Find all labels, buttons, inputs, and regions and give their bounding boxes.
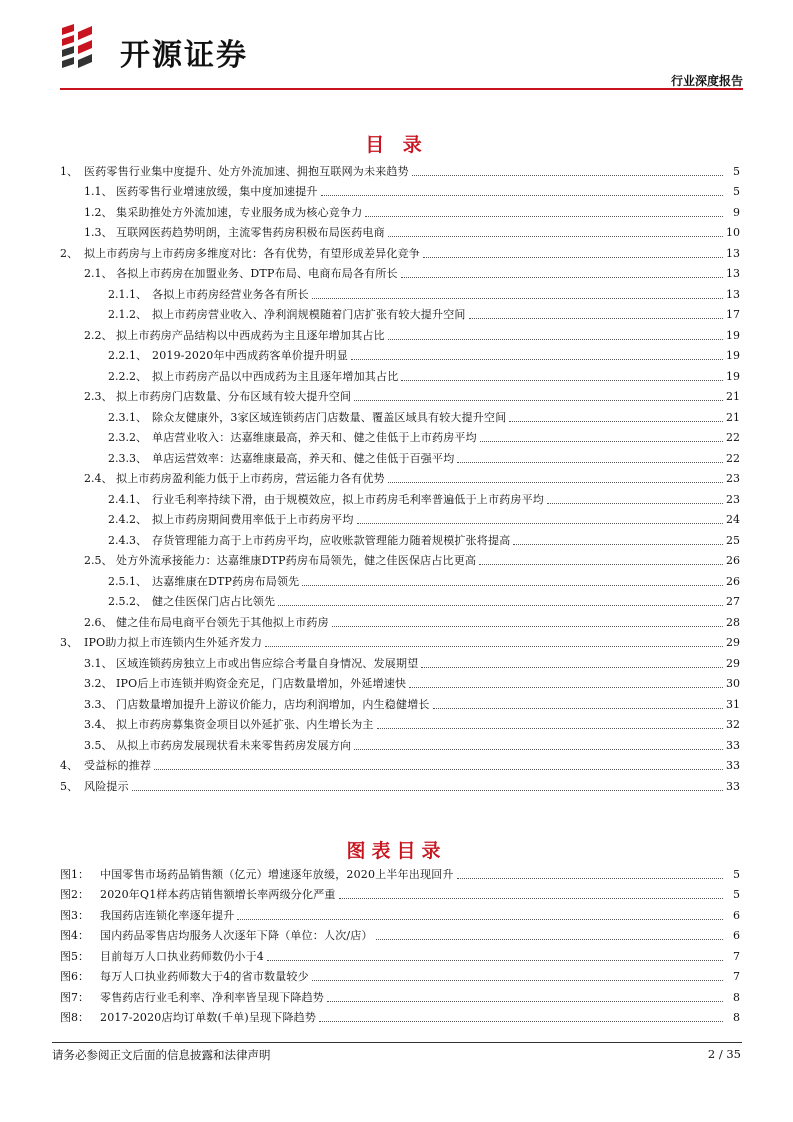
toc-entry-page: 32 [726, 718, 740, 731]
toc-entry-page: 29 [726, 656, 740, 670]
toc-entry[interactable] [60, 712, 740, 733]
toc-entry[interactable] [60, 671, 740, 692]
figure-entry-leader [339, 898, 723, 899]
toc-entry-leader [388, 482, 723, 483]
toc-entry-title: 区域连锁药房独立上市或出售应综合考量自身情况、发展期望 [116, 656, 419, 670]
toc-entry[interactable] [60, 322, 740, 343]
toc-entry-leader [354, 749, 723, 750]
toc-entry[interactable] [60, 281, 740, 302]
toc-entry-title: 存货管理能力高于上市药房平均，应收账款管理能力随着规模扩张将提高 [152, 533, 511, 547]
toc-entry-page: 22 [726, 431, 740, 444]
toc-entry-leader [321, 195, 723, 196]
toc-entry-title: 拟上市药房募集资金项目以外延扩张、内生增长为主 [116, 718, 374, 731]
toc-entry-number: 3.1、 [84, 656, 113, 670]
toc-entry[interactable] [60, 609, 740, 630]
kaiyuan-logo-icon [60, 22, 108, 70]
figure-entry-number: 图4： [60, 929, 89, 942]
toc-entry[interactable] [60, 220, 740, 241]
toc-entry-page: 33 [726, 759, 740, 772]
figure-entry-title: 中国零售市场药品销售额（亿元）增速逐年放缓，2020上半年出现回升 [100, 867, 454, 881]
toc-entry-leader [351, 359, 723, 360]
figure-entry-title: 目前每万人口执业药师数仍小于4 [100, 949, 264, 963]
toc-entry-page: 10 [726, 226, 740, 239]
toc-entry-number: 3.2、 [84, 677, 113, 690]
toc-entry-leader [365, 216, 723, 217]
toc-entry-number: 2.1.2、 [108, 308, 147, 321]
toc-entry-number: 2.2、 [84, 328, 113, 342]
toc-entry-title: 单店营业收入：达嘉维康最高，养天和、健之佳低于上市药房平均 [152, 431, 477, 444]
toc-entry-title: 医药零售行业增速放缓，集中度加速提升 [116, 185, 318, 198]
toc-entry-page: 33 [726, 779, 740, 793]
toc-list [60, 158, 740, 794]
toc-entry-leader [480, 441, 723, 442]
figure-entry-leader [319, 1021, 723, 1022]
toc-entry-page: 19 [726, 328, 740, 342]
toc-entry-leader [423, 257, 723, 258]
figure-entry[interactable] [60, 943, 740, 964]
toc-entry-page: 21 [726, 410, 740, 424]
toc-entry[interactable] [60, 753, 740, 774]
toc-entry-leader [388, 339, 723, 340]
figure-entry-page: 6 [733, 908, 740, 922]
toc-entry[interactable] [60, 363, 740, 384]
toc-entry[interactable] [60, 630, 740, 651]
toc-entry-leader [457, 462, 723, 463]
toc-entry-page: 5 [733, 164, 740, 178]
toc-entry-page: 26 [726, 554, 740, 567]
toc-entry-title: 拟上市药房期间费用率低于上市药房平均 [152, 513, 354, 526]
toc-entry-number: 2.2.1、 [108, 349, 147, 362]
toc-entry[interactable] [60, 589, 740, 610]
toc-entry-page: 27 [726, 595, 740, 608]
toc-entry-leader [509, 421, 723, 422]
figure-entry-leader [267, 960, 723, 961]
toc-entry[interactable] [60, 548, 740, 569]
figure-entry-number: 图2： [60, 888, 89, 901]
toc-entry-page: 28 [726, 615, 740, 629]
toc-entry[interactable] [60, 404, 740, 425]
toc-entry-leader [479, 564, 723, 565]
toc-entry-leader [433, 708, 723, 709]
figure-entry[interactable] [60, 861, 740, 882]
toc-entry-number: 3.3、 [84, 697, 113, 711]
figure-entry-number: 图6： [60, 970, 89, 983]
figure-entry-leader [312, 980, 723, 981]
toc-entry-title: IPO后上市连锁并购资金充足，门店数量增加，外延增速快 [116, 677, 407, 690]
toc-entry-number: 2.3.2、 [108, 431, 147, 444]
toc-entry-leader [409, 687, 723, 688]
toc-entry-page: 17 [726, 308, 740, 321]
figure-entry-title: 国内药品零售店均服务人次逐年下降（单位：人次/店） [100, 929, 373, 942]
toc-entry-page: 24 [726, 513, 740, 526]
toc-entry-number: 5、 [60, 779, 78, 793]
figure-entry-title: 我国药店连锁化率逐年提升 [100, 908, 235, 922]
figure-entry-leader [457, 878, 723, 879]
toc-heading: 目 录 [365, 134, 428, 156]
toc-entry-leader [513, 544, 723, 545]
toc-entry-page: 33 [726, 738, 740, 752]
toc-entry[interactable] [60, 445, 740, 466]
toc-entry-title: 集采助推处方外流加速，专业服务成为核心竞争力 [116, 205, 363, 219]
toc-entry-number: 4、 [60, 759, 78, 772]
toc-entry-number: 2.6、 [84, 615, 113, 629]
toc-entry-title: 互联网医药趋势明朗，主流零售药房积极布局医药电商 [116, 226, 385, 239]
toc-entry-leader [278, 605, 723, 606]
toc-entry-title: 2019-2020年中西成药客单价提升明显 [152, 349, 348, 362]
figure-entry-title: 每万人口执业药师数大于4的省市数量较少 [100, 970, 309, 983]
toc-entry-number: 2.5、 [84, 554, 113, 567]
toc-entry-title: 拟上市药房盈利能力低于上市药房，营运能力各有优势 [116, 472, 385, 485]
toc-entry-title: 拟上市药房产品结构以中西成药为主且逐年增加其占比 [116, 328, 385, 342]
toc-entry-number: 3.5、 [84, 738, 113, 752]
figure-entry[interactable] [60, 902, 740, 923]
toc-entry[interactable] [60, 732, 740, 753]
toc-entry[interactable] [60, 179, 740, 200]
figure-entry[interactable] [60, 984, 740, 1005]
toc-entry-title: 拟上市药房营业收入、净利润规模随着门店扩张有较大提升空间 [152, 308, 466, 321]
toc-entry-number: 3.4、 [84, 718, 113, 731]
toc-entry-number: 2.3.1、 [108, 410, 147, 424]
toc-entry-title: 各拟上市药房在加盟业务、DTP布局、电商布局各有所长 [116, 267, 398, 280]
toc-entry-title: 风险提示 [84, 779, 129, 793]
toc-entry[interactable] [60, 691, 740, 712]
toc-entry[interactable] [60, 773, 740, 794]
figure-entry-leader [376, 939, 723, 940]
report-type: 行业深度报告 [670, 74, 743, 88]
toc-entry-title: 拟上市药房与上市药房多维度对比：各有优势，有望形成差异化竞争 [84, 246, 420, 260]
toc-entry-page: 23 [726, 492, 740, 506]
toc-entry-number: 1.1、 [84, 185, 113, 198]
toc-entry-leader [357, 523, 723, 524]
toc-entry[interactable] [60, 507, 740, 528]
toc-entry-leader [302, 585, 723, 586]
toc-entry-page: 19 [726, 349, 740, 362]
toc-entry-leader [412, 175, 723, 176]
toc-entry-page: 31 [726, 697, 740, 711]
toc-entry-number: 1.2、 [84, 205, 113, 219]
toc-entry-title: 医药零售行业集中度提升、处方外流加速、拥抱互联网为未来趋势 [84, 164, 409, 178]
toc-entry-page: 25 [726, 533, 740, 547]
figure-entry-page: 5 [733, 888, 740, 901]
toc-entry[interactable] [60, 425, 740, 446]
toc-entry-page: 29 [726, 636, 740, 649]
toc-entry-number: 2.5.2、 [108, 595, 147, 608]
toc-entry-leader [132, 790, 723, 791]
toc-entry-leader [265, 646, 723, 647]
figure-entry-page: 7 [733, 970, 740, 983]
toc-entry-leader [401, 277, 723, 278]
figure-entry-number: 图5： [60, 949, 89, 963]
toc-entry-leader [547, 503, 723, 504]
figure-entry-title: 零售药店行业毛利率、净利率皆呈现下降趋势 [100, 990, 324, 1004]
toc-entry-number: 2.4.3、 [108, 533, 147, 547]
toc-entry-title: 单店运营效率：达嘉维康最高，养天和、健之佳低于百强平均 [152, 451, 455, 465]
toc-entry-number: 2.2.2、 [108, 369, 147, 383]
figure-entry-leader [237, 919, 723, 920]
toc-entry[interactable] [60, 343, 740, 364]
toc-entry[interactable] [60, 199, 740, 220]
toc-entry-number: 2.3.3、 [108, 451, 147, 465]
toc-entry-leader [332, 626, 723, 627]
toc-entry-leader [154, 769, 723, 770]
toc-entry-title: IPO助力拟上市连锁内生外延齐发力 [84, 636, 263, 649]
figure-entry-page: 5 [733, 867, 740, 881]
toc-entry-page: 13 [726, 267, 740, 280]
toc-entry-leader [401, 380, 723, 381]
figure-toc-list [60, 861, 740, 1025]
figure-entry[interactable] [60, 923, 740, 944]
company-name: 开源证券 [120, 38, 248, 73]
toc-entry-title: 除众友健康外，3家区域连锁药店门店数量、覆盖区域具有较大提升空间 [152, 410, 507, 424]
figure-toc-heading: 图表目录 [346, 840, 447, 862]
toc-entry-page: 9 [733, 205, 740, 219]
toc-entry-number: 2.1.1、 [108, 287, 147, 301]
toc-entry[interactable] [60, 486, 740, 507]
toc-entry[interactable] [60, 158, 740, 179]
figure-entry-number: 图3： [60, 908, 89, 922]
toc-entry-title: 从拟上市药房发展现状看未来零售药房发展方向 [116, 738, 352, 752]
toc-entry-number: 2.1、 [84, 267, 113, 280]
toc-entry[interactable] [60, 650, 740, 671]
header-divider [60, 88, 743, 90]
figure-entry[interactable] [60, 964, 740, 985]
figure-entry-page: 6 [733, 929, 740, 942]
toc-entry-title: 拟上市药房门店数量、分布区域有较大提升空间 [116, 390, 352, 403]
toc-entry[interactable] [60, 466, 740, 487]
toc-entry-number: 2、 [60, 246, 78, 260]
toc-entry-leader [312, 298, 723, 299]
toc-entry-title: 门店数量增加提升上游议价能力，店均利润增加，内生稳健增长 [116, 697, 430, 711]
toc-entry-page: 5 [733, 185, 740, 198]
figure-entry-title: 2020年Q1样本药店销售额增长率两级分化严重 [100, 888, 336, 901]
toc-entry-number: 2.4、 [84, 472, 113, 485]
toc-entry-title: 健之佳医保门店占比领先 [152, 595, 276, 608]
toc-entry-leader [354, 400, 723, 401]
toc-entry-page: 13 [726, 246, 740, 260]
figure-entry[interactable] [60, 882, 740, 903]
toc-entry-page: 23 [726, 472, 740, 485]
toc-entry-leader [377, 728, 723, 729]
toc-entry-page: 30 [726, 677, 740, 690]
figure-entry-title: 2017-2020店均订单数(千单)呈现下降趋势 [100, 1011, 317, 1024]
toc-entry-page: 13 [726, 287, 740, 301]
figure-entry-number: 图1： [60, 867, 89, 881]
toc-entry-title: 达嘉维康在DTP药房布局领先 [152, 574, 300, 588]
toc-entry-title: 各拟上市药房经营业务各有所长 [152, 287, 309, 301]
figure-entry-page: 8 [733, 1011, 740, 1024]
toc-entry-number: 1.3、 [84, 226, 113, 239]
toc-entry-title: 健之佳布局电商平台领先于其他拟上市药房 [116, 615, 329, 629]
toc-entry-title: 受益标的推荐 [84, 759, 152, 772]
toc-entry-leader [421, 667, 723, 668]
toc-entry-number: 2.3、 [84, 390, 113, 403]
toc-entry-page: 22 [726, 451, 740, 465]
figure-entry-number: 图7： [60, 990, 89, 1004]
toc-entry-number: 2.4.2、 [108, 513, 147, 526]
toc-entry[interactable] [60, 261, 740, 282]
toc-entry-number: 3、 [60, 636, 78, 649]
toc-entry[interactable] [60, 527, 740, 548]
toc-entry[interactable] [60, 240, 740, 261]
footer-disclaimer: 请务必参阅正文后面的信息披露和法律声明 [52, 1048, 271, 1062]
toc-entry[interactable] [60, 568, 740, 589]
figure-entry-page: 7 [733, 949, 740, 963]
footer-divider [52, 1042, 742, 1043]
figure-entry-leader [327, 1001, 723, 1002]
toc-entry-leader [469, 318, 723, 319]
page-number: 2 / 35 [707, 1047, 741, 1061]
toc-entry-title: 处方外流承接能力：达嘉维康DTP药房布局领先，健之佳医保店占比更高 [116, 554, 477, 567]
toc-entry-number: 2.5.1、 [108, 574, 147, 588]
toc-entry[interactable] [60, 384, 740, 405]
toc-entry-page: 19 [726, 369, 740, 383]
page-header [60, 22, 743, 92]
toc-entry-page: 21 [726, 390, 740, 403]
toc-entry-number: 1、 [60, 164, 78, 178]
figure-entry-page: 8 [733, 990, 740, 1004]
toc-entry-title: 拟上市药房产品以中西成药为主且逐年增加其占比 [152, 369, 399, 383]
toc-entry-title: 行业毛利率持续下滑，由于规模效应，拟上市药房毛利率普遍低于上市药房平均 [152, 492, 544, 506]
figure-entry-number: 图8： [60, 1011, 89, 1024]
toc-entry[interactable] [60, 302, 740, 323]
toc-entry-page: 26 [726, 574, 740, 588]
figure-entry[interactable] [60, 1005, 740, 1026]
toc-entry-leader [388, 236, 723, 237]
toc-entry-number: 2.4.1、 [108, 492, 147, 506]
